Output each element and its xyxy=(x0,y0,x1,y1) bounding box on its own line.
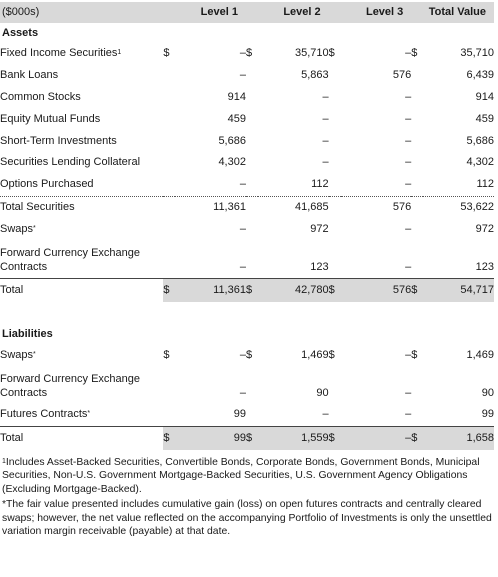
cell-total: 54,717 xyxy=(423,279,494,303)
table-row xyxy=(0,218,494,240)
cell-total: 53,622 xyxy=(423,196,494,218)
cell-level-1: 5,686 xyxy=(218,134,246,147)
cell-level-3: 576 xyxy=(341,279,412,303)
table-row xyxy=(0,366,494,404)
cell-level-1: 459 xyxy=(227,112,246,125)
dollar-sign: $ xyxy=(329,426,341,450)
cell-level-1: – xyxy=(239,69,246,82)
cell-level-2: – xyxy=(322,134,329,147)
row-label: Fixed Income Securities$^1$ xyxy=(0,47,122,60)
row-label: Forward Currency Exchange Contracts xyxy=(0,372,141,399)
footnote-asterisk: *The fair value presented includes cumulative gain (loss) on open futures contracts and centrally cleared swaps; however, the net value reflected on the accompanying Portfolio of Investments is only the unsettled variation margin receivable (payable) at that date. xyxy=(2,499,492,538)
cell-level-1: 914 xyxy=(227,90,246,103)
cell-level-3: – xyxy=(405,261,412,274)
cell-total: 459 xyxy=(475,112,494,125)
cell-level-3: 576 xyxy=(392,69,412,82)
cell-total: 1,658 xyxy=(423,426,494,450)
cell-total: 6,439 xyxy=(466,69,494,82)
cell-level-2: 1,559 xyxy=(258,426,329,450)
footnotes xyxy=(2,456,494,540)
cell-level-1: 4,302 xyxy=(218,156,246,169)
table-row-total-securities xyxy=(0,196,494,218)
table-row xyxy=(0,174,494,196)
dollar-sign: $ xyxy=(246,426,258,450)
row-label: Swaps* xyxy=(0,348,36,361)
cell-level-3: 576 xyxy=(341,196,412,218)
cell-level-1: 11,361 xyxy=(175,196,246,218)
cell-level-3: – xyxy=(405,90,412,103)
liabilities-heading: Liabilities xyxy=(2,327,53,340)
table-row xyxy=(0,152,494,174)
header-level-2: Level 2 xyxy=(246,2,329,23)
cell-level-2: 90 xyxy=(316,386,329,399)
cell-level-2: 42,780 xyxy=(258,279,329,303)
row-label: Total Securities xyxy=(0,196,163,218)
cell-total: 972 xyxy=(475,222,494,235)
cell-level-1: – xyxy=(239,348,246,361)
row-label: Equity Mutual Funds xyxy=(0,112,101,125)
cell-total: 90 xyxy=(481,386,494,399)
cell-total: 5,686 xyxy=(466,134,494,147)
row-label: Short-Term Investments xyxy=(0,134,117,147)
fair-value-table xyxy=(0,2,494,450)
row-label: Swaps* xyxy=(0,222,36,235)
cell-level-2: 35,710 xyxy=(294,47,329,60)
dollar-sign: $ xyxy=(245,47,253,60)
liabilities-total-row xyxy=(0,426,494,450)
dollar-sign: $ xyxy=(163,47,170,60)
dollar-sign: $ xyxy=(411,279,423,303)
assets-section-heading xyxy=(0,23,494,43)
table-row xyxy=(0,130,494,152)
cell-level-3: – xyxy=(405,47,412,60)
cell-level-3: – xyxy=(405,386,412,399)
cell-total: 35,710 xyxy=(460,47,494,60)
cell-total: 99 xyxy=(481,408,494,421)
cell-level-1: – xyxy=(239,386,246,399)
header-row xyxy=(0,2,494,23)
row-label: Total xyxy=(0,279,163,303)
table-row xyxy=(0,404,494,426)
dollar-sign: $ xyxy=(246,279,258,303)
row-label: Total xyxy=(0,426,163,450)
footnote-1: $^1$Includes Asset-Backed Securities, Convertible Bonds, Corporate Bonds, Government Bonds, Municipal Securities, Non-U.S. Government Mortgage-Backed Securities, U.S. Government Agency Obligations (Excluding Mortgage-Backed). xyxy=(2,457,480,495)
table-row xyxy=(0,344,494,366)
cell-level-1: 99 xyxy=(233,408,246,421)
cell-level-3: – xyxy=(405,134,412,147)
table-row xyxy=(0,43,494,65)
cell-level-1: – xyxy=(239,261,246,274)
table-row xyxy=(0,65,494,87)
cell-level-3: – xyxy=(405,112,412,125)
dollar-sign: $ xyxy=(328,47,335,60)
cell-total: 1,469 xyxy=(466,348,494,361)
dollar-sign: $ xyxy=(163,426,175,450)
table-row xyxy=(0,108,494,130)
footnote-mark: 1 xyxy=(117,49,122,57)
dollar-sign: $ xyxy=(411,426,423,450)
row-label: Options Purchased xyxy=(0,178,94,191)
row-label: Futures Contracts* xyxy=(0,408,91,421)
header-level-3: Level 3 xyxy=(329,2,412,23)
cell-level-2: – xyxy=(322,408,329,421)
cell-level-1: 99 xyxy=(175,426,246,450)
cell-level-2: – xyxy=(322,112,329,125)
row-label: Securities Lending Collateral xyxy=(0,156,141,169)
dollar-sign: $ xyxy=(411,47,418,60)
cell-level-2: 1,469 xyxy=(301,348,329,361)
dollar-sign: $ xyxy=(163,348,170,361)
cell-level-3: – xyxy=(341,426,412,450)
row-label: Forward Currency Exchange Contracts xyxy=(0,247,141,274)
cell-level-1: – xyxy=(239,47,246,60)
cell-level-1: – xyxy=(239,222,246,235)
table-row xyxy=(0,87,494,109)
row-label: Common Stocks xyxy=(0,90,81,103)
cell-level-3: – xyxy=(405,348,412,361)
cell-level-3: – xyxy=(405,408,412,421)
cell-total: 4,302 xyxy=(466,156,494,169)
cell-level-3: – xyxy=(405,222,412,235)
cell-total: 123 xyxy=(475,261,494,274)
cell-level-2: 112 xyxy=(311,178,329,191)
dollar-sign: $ xyxy=(329,279,341,303)
units-label: ($000s) xyxy=(0,2,163,23)
cell-total: 112 xyxy=(476,178,494,191)
cell-level-2: 41,685 xyxy=(258,196,329,218)
assets-heading: Assets xyxy=(2,26,39,39)
row-label: Bank Loans xyxy=(0,69,59,82)
cell-total: 914 xyxy=(475,90,494,103)
table-row xyxy=(0,240,494,279)
footnote-mark: * xyxy=(33,350,36,358)
cell-level-1: 11,361 xyxy=(175,279,246,303)
dollar-sign: $ xyxy=(411,348,418,361)
assets-total-row xyxy=(0,279,494,303)
header-level-1: Level 1 xyxy=(163,2,246,23)
cell-level-2: 5,863 xyxy=(301,69,329,82)
footnote-mark: * xyxy=(87,410,91,418)
cell-level-2: 123 xyxy=(310,261,329,274)
header-total-value: Total Value xyxy=(411,2,494,23)
cell-level-1: – xyxy=(239,178,246,191)
liabilities-section-heading xyxy=(0,324,494,344)
footnote-mark: * xyxy=(33,224,36,232)
dollar-sign: $ xyxy=(328,348,335,361)
cell-level-3: – xyxy=(405,156,412,169)
cell-level-2: – xyxy=(322,156,329,169)
cell-level-2: – xyxy=(322,90,329,103)
cell-level-2: 972 xyxy=(310,222,329,235)
dollar-sign: $ xyxy=(163,279,175,303)
dollar-sign: $ xyxy=(245,348,253,361)
cell-level-3: – xyxy=(405,178,412,191)
